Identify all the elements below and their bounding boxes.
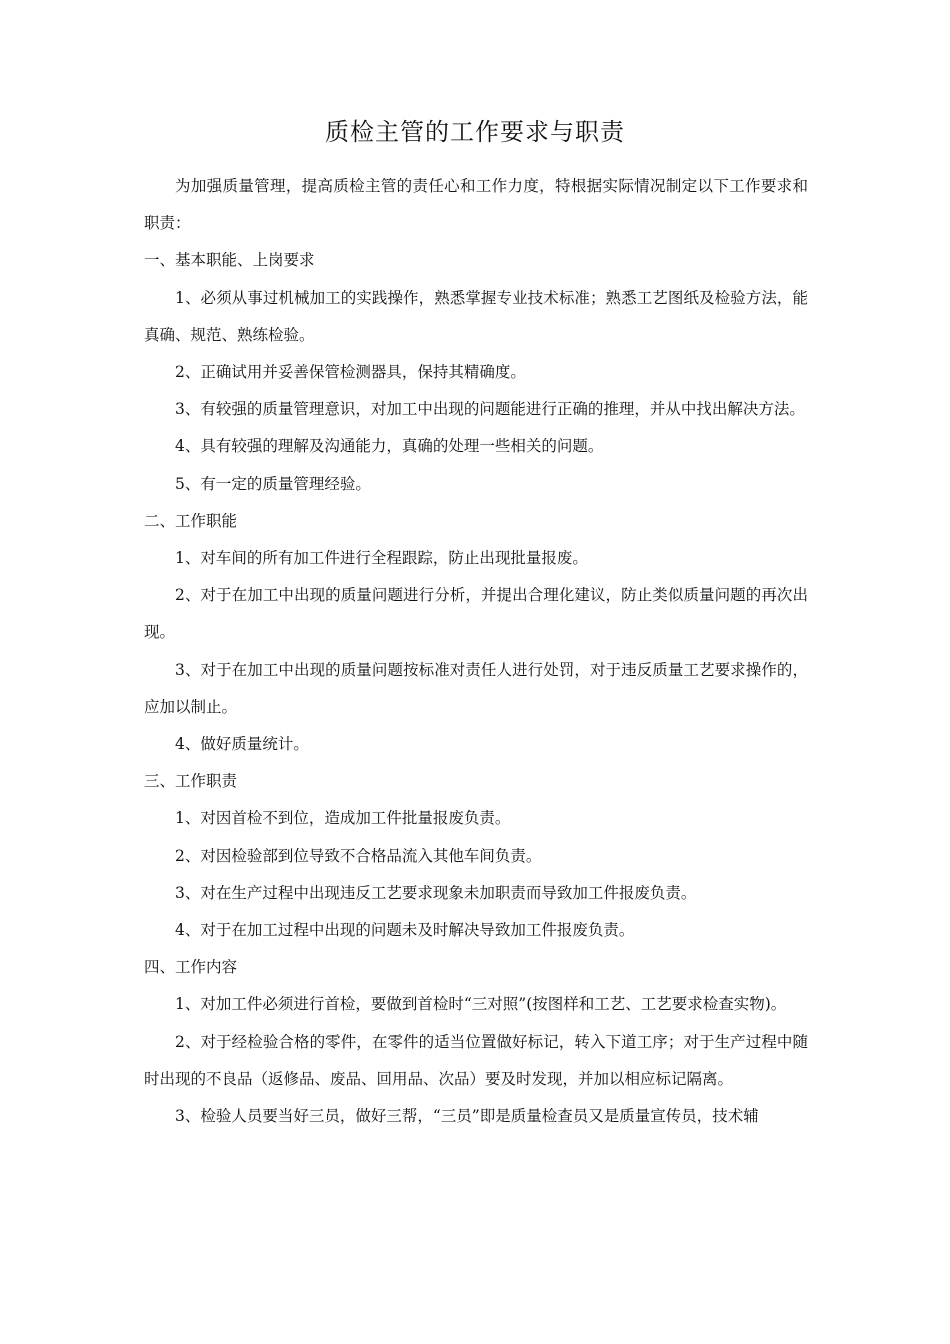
section-4-item-2: 2、对于经检验合格的零件，在零件的适当位置做好标记，转入下道工序；对于生产过程中随时出现的不良品（返修品、废品、回用品、次品）要及时发现，并加以相应标记隔离。 [144,1032,808,1088]
section-2-item-4: 4、做好质量统计。 [175,735,309,754]
section-3-item-2: 2、对因检验部到位导致不合格品流入其他车间负责。 [175,846,542,865]
intro-paragraph: 为加强质量管理，提高质检主管的责任心和工作力度，特根据实际情况制定以下工作要求和职责： [144,177,808,233]
section-heading-1: 一、基本职能、上岗要求 [144,251,315,270]
section-3-item-1: 1、对因首检不到位，造成加工件批量报废负责。 [175,809,511,828]
section-1-item-4: 4、具有较强的理解及沟通能力，真确的处理一些相关的问题。 [175,437,604,456]
section-2-item-2: 2、对于在加工中出现的质量问题进行分析，并提出合理化建议，防止类似质量问题的再次出现。 [144,586,808,642]
section-1-item-2: 2、正确试用并妥善保管检测器具，保持其精确度。 [175,363,526,382]
section-heading-4: 四、工作内容 [144,958,238,977]
section-heading-3: 三、工作职责 [144,772,238,791]
section-heading-2: 二、工作职能 [144,511,238,530]
document-body [144,168,808,1135]
section-1-item-5: 5、有一定的质量管理经验。 [175,474,371,493]
section-3-item-3: 3、对在生产过程中出现违反工艺要求现象未加职责而导致加工件报废负责。 [175,883,697,902]
section-3-item-4: 4、对于在加工过程中出现的问题未及时解决导致加工件报废负责。 [175,921,635,940]
section-4-item-3: 3、检验人员要当好三员，做好三帮，“三员”即是质量检查员又是质量宣传员，技术辅 [175,1107,759,1126]
section-2-item-3: 3、对于在加工中出现的质量问题按标准对责任人进行处罚，对于违反质量工艺要求操作的，应加以制止。 [144,660,808,716]
section-1-item-1: 1、必须从事过机械加工的实践操作，熟悉掌握专业技术标准；熟悉工艺图纸及检验方法，能真确、规范、熟练检验。 [144,288,808,344]
section-1-item-3: 3、有较强的质量管理意识，对加工中出现的问题能进行正确的推理，并从中找出解决方法。 [175,400,805,419]
section-2-item-1: 1、对车间的所有加工件进行全程跟踪，防止出现批量报废。 [175,549,588,568]
section-4-item-1: 1、对加工件必须进行首检，要做到首检时“三对照”(按图样和工艺、工艺要求检查实物)。 [175,995,787,1014]
document-title: 质检主管的工作要求与职责 [325,118,625,146]
